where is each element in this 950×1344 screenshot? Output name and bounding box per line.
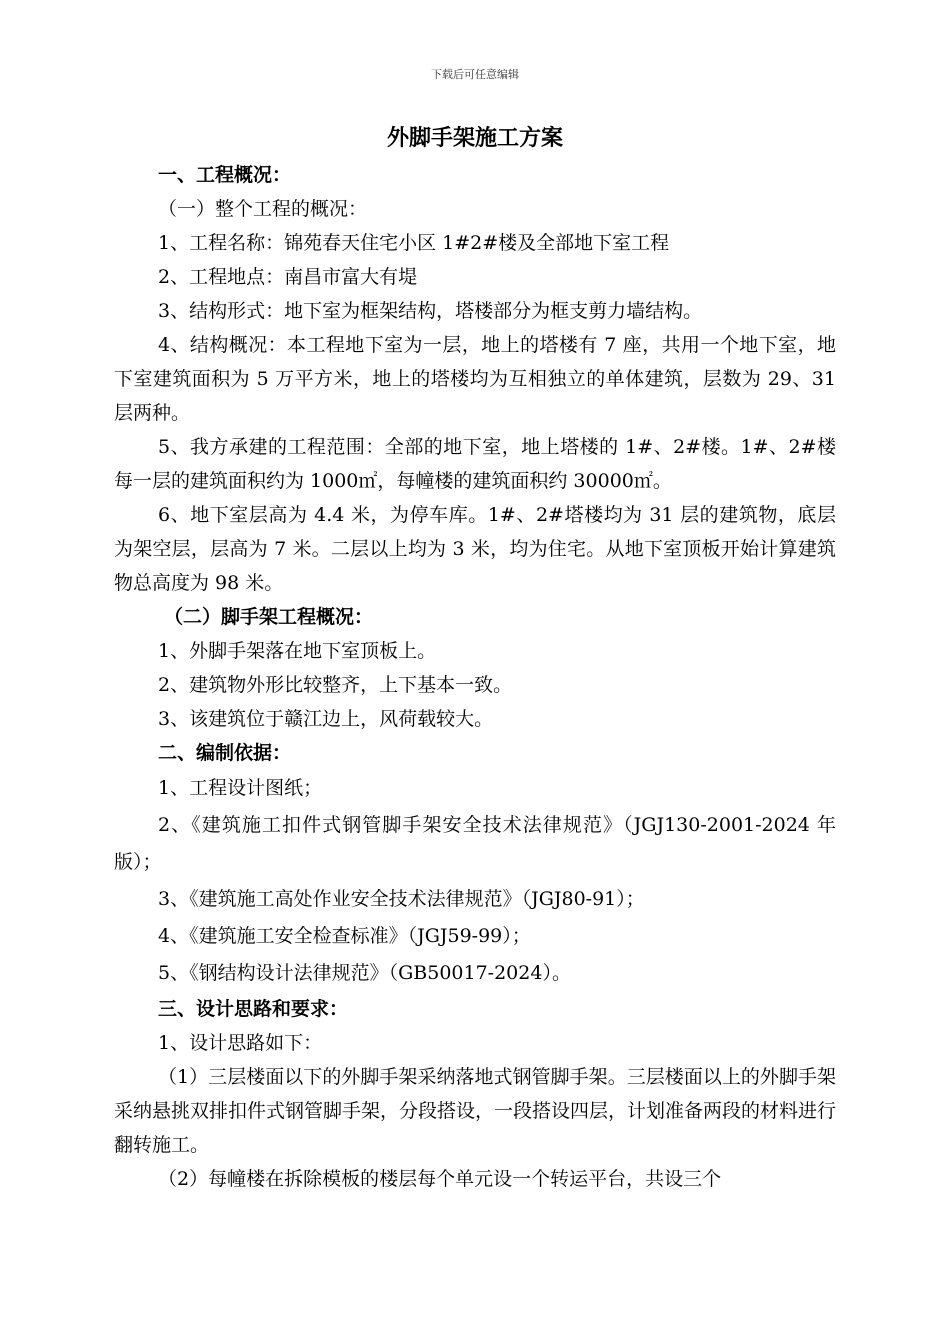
section-heading-basis: 二、编制依据： [158,742,292,764]
paragraph-scaffold-1: 1、外脚手架落在地下室顶板上。 [158,640,437,662]
paragraph-scaffold-2: 2、建筑物外形比较整齐，上下基本一致。 [158,674,513,696]
paragraph-floor-heights: 6、地下室层高为 4.4 米，为停车库。1#、2#塔楼均为 31 层的建筑物，底层为架空层，层高为 7 米。二层以上均为 3 米，均为住宅。从地下室顶板开始计算建筑物总高度为 98 米。 [114,504,836,594]
page-header: 下载后可任意编辑 [431,68,519,81]
paragraph-design-1b: （2）每幢楼在拆除模板的楼层每个单元设一个转运平台，共设三个 [158,1168,722,1190]
paragraph-reference-1: 1、工程设计图纸； [158,777,323,799]
paragraph-design-1a: （1）三层楼面以下的外脚手架采纳落地式钢管脚手架。三层楼面以上的外脚手架采纳悬挑双排扣件式钢管脚手架，分段搭设，一段搭设四层，计划准备两段的材料进行翻转施工。 [114,1066,837,1156]
paragraph-design-1: 1、设计思路如下： [158,1032,323,1054]
paragraph-reference-3: 3、《建筑施工高处作业安全技术法律规范》（JGJ80-91）； [158,888,645,910]
subsection-heading-scaffold: （二）脚手架工程概况： [164,606,374,628]
section-heading-overview: 一、工程概况： [158,164,292,186]
document-title: 外脚手架施工方案 [386,125,563,151]
paragraph-structure-overview: 4、结构概况：本工程地下室为一层，地上的塔楼有 7 座，共用一个地下室，地下室建筑面积为 5 万平方米，地上的塔楼均为互相独立的单体建筑，层数为 29、31 层两种。 [114,334,836,424]
paragraph-scaffold-3: 3、该建筑位于赣江边上，风荷载较大。 [158,708,494,730]
paragraph-structure-form: 3、结构形式：地下室为框架结构，塔楼部分为框支剪力墙结构。 [158,300,703,322]
paragraph-reference-2: 2、《建筑施工扣件式钢管脚手架安全技术法律规范》（JGJ130-2001-2024 年版）； [114,814,836,873]
paragraph-reference-5: 5、《钢结构设计法律规范》（GB50017-2024）。 [158,962,571,984]
document-body [114,118,836,1196]
paragraph-reference-4: 4、《建筑施工安全检查标准》（JGJ59-99）； [158,925,531,947]
paragraph-scope: 5、我方承建的工程范围：全部的地下室，地上塔楼的 1#、2#楼。1#、2#楼每一层的建筑面积约为 1000㎡，每幢楼的建筑面积约 30000㎡。 [114,436,836,492]
subsection-heading-project: （一）整个工程的概况： [158,198,368,220]
paragraph-project-location: 2、工程地点：南昌市富大有堤 [158,266,418,288]
paragraph-project-name: 1、工程名称：锦苑春天住宅小区 1#2#楼及全部地下室工程 [158,232,670,254]
section-heading-design: 三、设计思路和要求： [158,998,349,1020]
